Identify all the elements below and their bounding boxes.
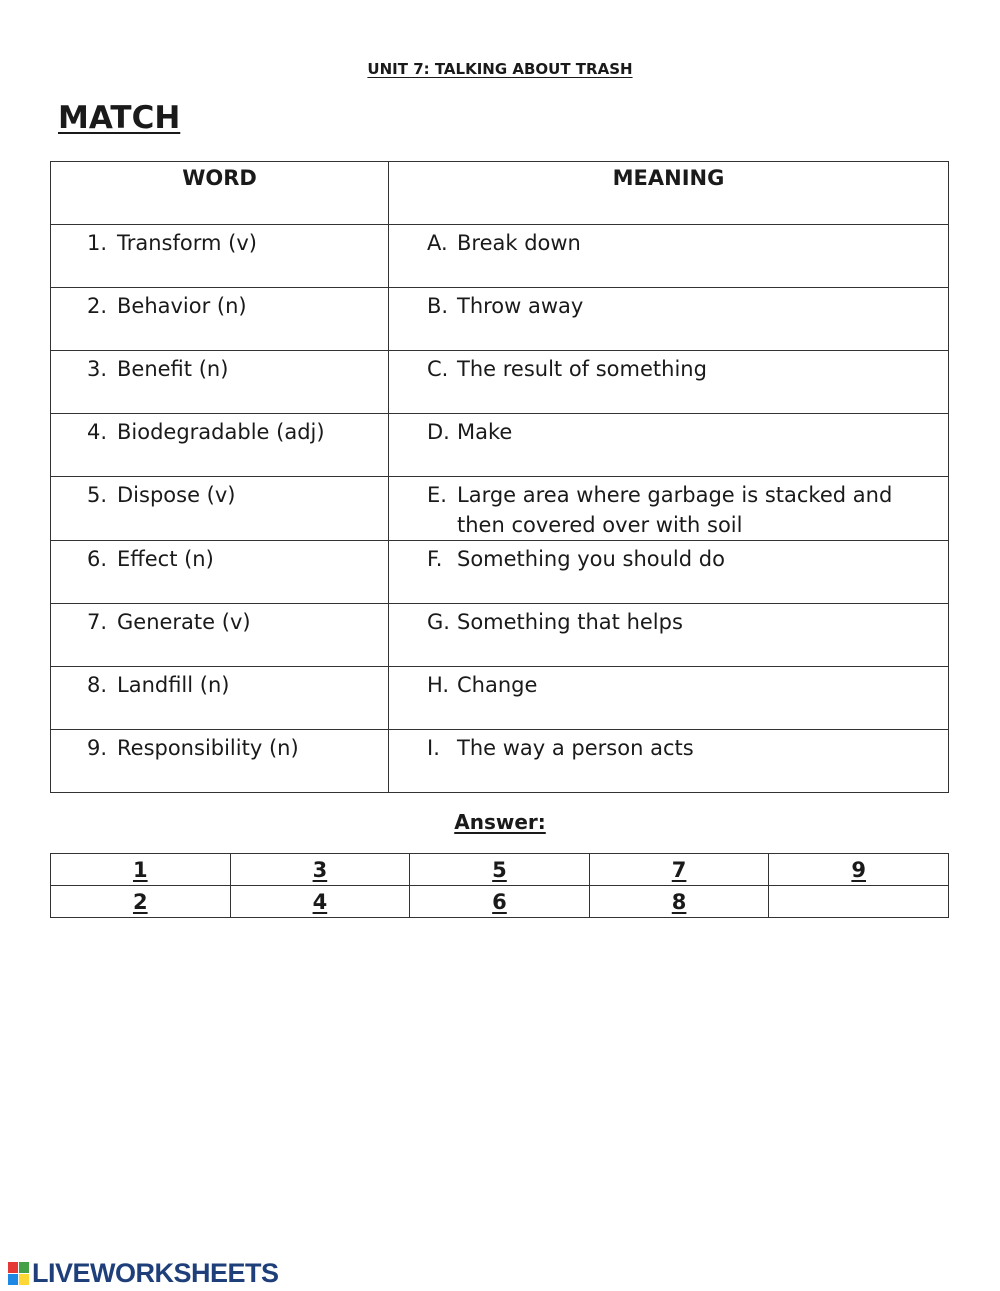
answer-cell-7[interactable]: 7 — [589, 854, 769, 886]
liveworksheets-icon — [8, 1262, 29, 1285]
word-number: 1. — [87, 231, 108, 255]
match-table — [50, 161, 949, 793]
word-number: 9. — [87, 736, 108, 760]
table-row — [51, 288, 949, 351]
meaning-letter: H. — [427, 673, 450, 697]
meaning-text: Break down — [457, 231, 581, 255]
icon-square-red — [8, 1262, 18, 1273]
word-number: 3. — [87, 357, 108, 381]
answer-cell-empty — [769, 886, 949, 918]
meaning-letter: F. — [427, 547, 443, 571]
word-number: 4. — [87, 420, 108, 444]
meaning-cell — [389, 541, 949, 604]
answer-cell-8[interactable]: 8 — [589, 886, 769, 918]
word-cell — [51, 477, 389, 541]
table-row — [51, 477, 949, 541]
meaning-text: Something you should do — [457, 547, 725, 571]
answer-cell-2[interactable]: 2 — [51, 886, 231, 918]
meaning-letter: D. — [427, 420, 450, 444]
section-title: MATCH — [58, 100, 181, 136]
meaning-letter: E. — [427, 483, 447, 507]
icon-square-green — [19, 1262, 29, 1273]
answer-cell-3[interactable]: 3 — [230, 854, 410, 886]
meaning-letter: A. — [427, 231, 448, 255]
word-number: 6. — [87, 547, 108, 571]
word-text: Generate (v) — [117, 610, 251, 634]
table-row — [51, 541, 949, 604]
meaning-cell — [389, 288, 949, 351]
meaning-letter: C. — [427, 357, 449, 381]
meaning-cell — [389, 477, 949, 541]
word-cell — [51, 541, 389, 604]
meaning-text: Large area where garbage is stacked and then covered over with soil — [457, 483, 893, 537]
word-cell — [51, 730, 389, 793]
table-row — [51, 604, 949, 667]
unit-title: UNIT 7: TALKING ABOUT TRASH — [367, 60, 633, 78]
meaning-letter: B. — [427, 294, 449, 318]
answer-cell-4[interactable]: 4 — [230, 886, 410, 918]
table-row — [51, 667, 949, 730]
meaning-text: Change — [457, 673, 538, 697]
word-text: Transform (v) — [117, 231, 257, 255]
answer-row — [51, 886, 949, 918]
table-row — [51, 414, 949, 477]
liveworksheets-text: LIVEWORKSHEETS — [32, 1258, 279, 1288]
answer-table — [50, 853, 949, 918]
header-meaning: MEANING — [389, 162, 949, 225]
answer-cell-9[interactable]: 9 — [769, 854, 949, 886]
meaning-text: Throw away — [457, 294, 584, 318]
table-row — [51, 351, 949, 414]
word-text: Landfill (n) — [117, 673, 230, 697]
word-cell — [51, 225, 389, 288]
word-cell — [51, 351, 389, 414]
word-number: 2. — [87, 294, 108, 318]
word-text: Biodegradable (adj) — [117, 420, 325, 444]
word-number: 7. — [87, 610, 108, 634]
word-number: 5. — [87, 483, 108, 507]
meaning-text: Something that helps — [457, 610, 683, 634]
match-table-header-row — [51, 162, 949, 225]
answer-label: Answer: — [454, 810, 546, 834]
word-cell — [51, 414, 389, 477]
icon-square-yellow — [19, 1274, 29, 1285]
meaning-text: The result of something — [457, 357, 707, 381]
word-cell — [51, 288, 389, 351]
word-text: Behavior (n) — [117, 294, 247, 318]
meaning-letter: G. — [427, 610, 450, 634]
answer-cell-1[interactable]: 1 — [51, 854, 231, 886]
header-word: WORD — [51, 162, 389, 225]
word-cell — [51, 667, 389, 730]
meaning-cell — [389, 225, 949, 288]
table-row — [51, 225, 949, 288]
meaning-letter: I. — [427, 736, 440, 760]
answer-row — [51, 854, 949, 886]
meaning-cell — [389, 604, 949, 667]
word-text: Responsibility (n) — [117, 736, 299, 760]
answer-cell-5[interactable]: 5 — [410, 854, 590, 886]
word-number: 8. — [87, 673, 108, 697]
table-row — [51, 730, 949, 793]
liveworksheets-logo — [8, 1258, 279, 1289]
meaning-cell — [389, 667, 949, 730]
word-text: Effect (n) — [117, 547, 214, 571]
icon-square-blue — [8, 1274, 18, 1285]
word-cell — [51, 604, 389, 667]
meaning-text: The way a person acts — [457, 736, 694, 760]
meaning-cell — [389, 351, 949, 414]
word-text: Benefit (n) — [117, 357, 229, 381]
meaning-cell — [389, 414, 949, 477]
meaning-text: Make — [457, 420, 513, 444]
meaning-cell — [389, 730, 949, 793]
word-text: Dispose (v) — [117, 483, 236, 507]
answer-cell-6[interactable]: 6 — [410, 886, 590, 918]
